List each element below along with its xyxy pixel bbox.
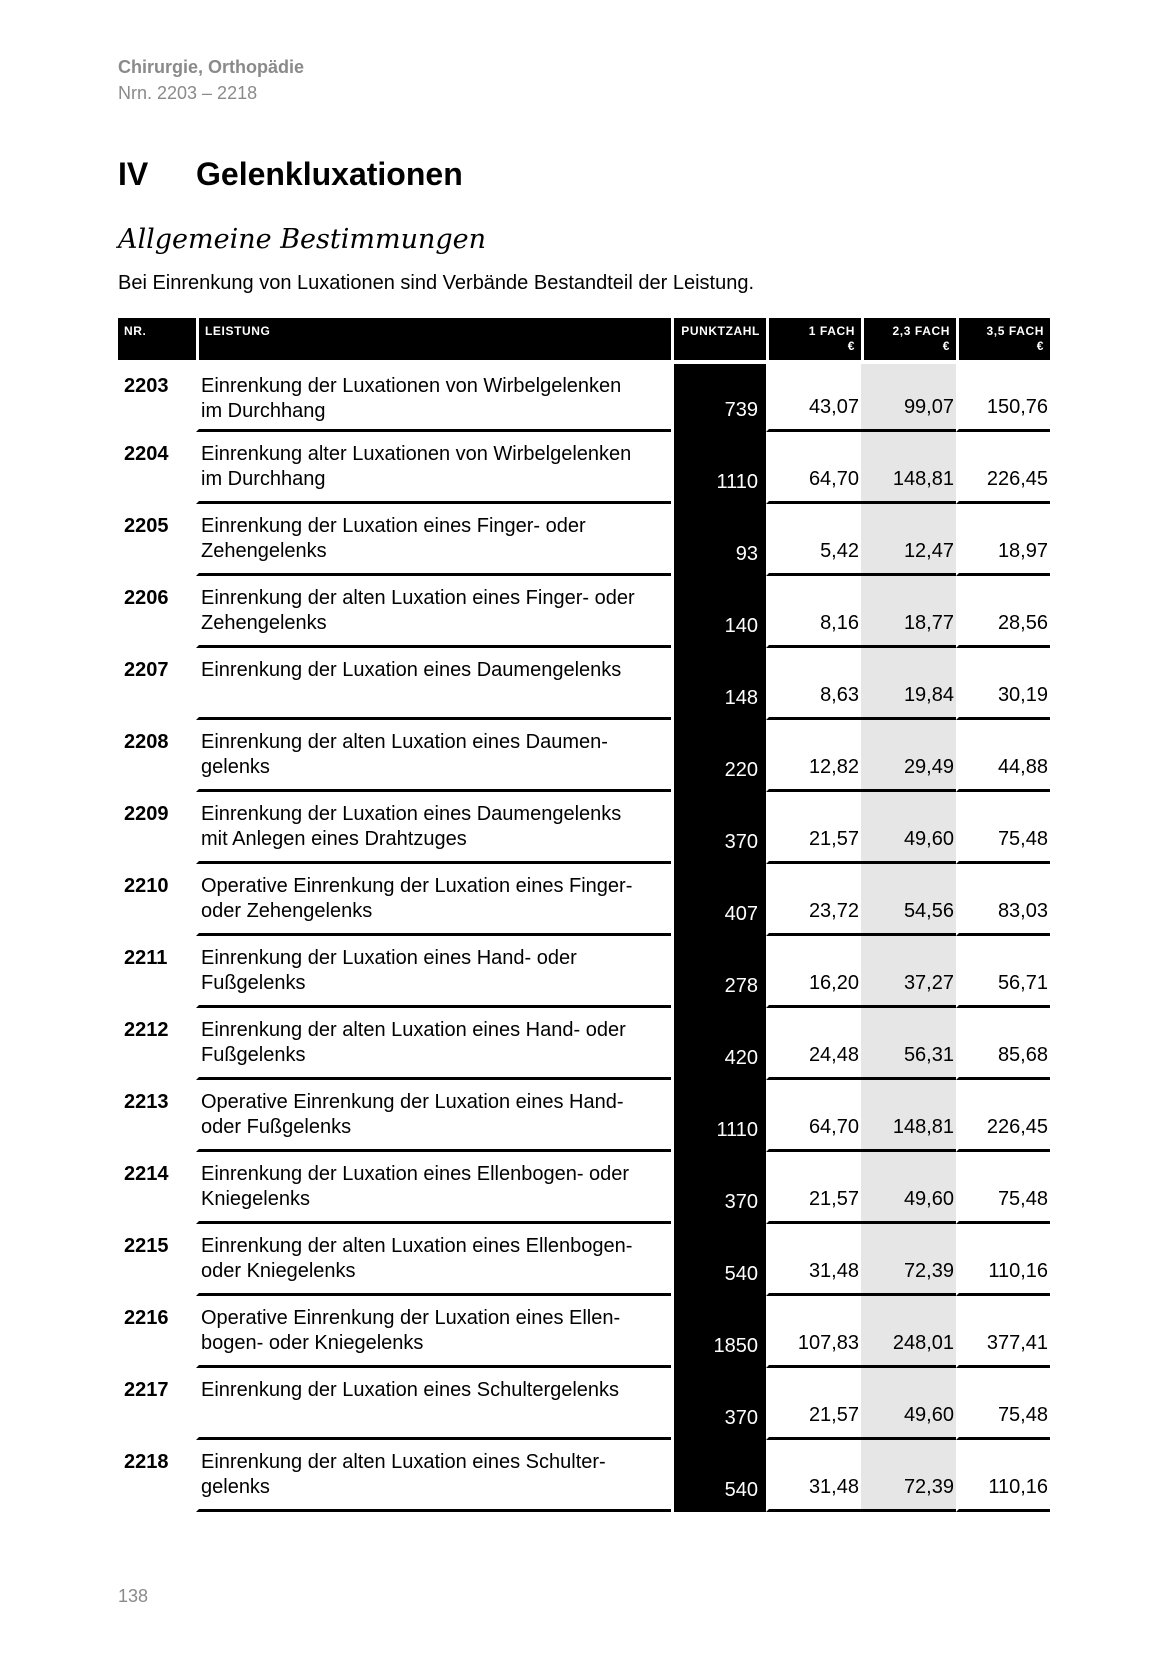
table-row [118, 360, 1050, 432]
row-leistung [196, 504, 671, 576]
row-punktzahl: 148 [671, 648, 766, 720]
row-fach-1: 5,42 [766, 504, 861, 576]
row-leistung [196, 864, 671, 936]
chapter-title: Gelenkluxationen [196, 156, 463, 192]
row-nr: 2212 [124, 1019, 169, 1041]
row-fach-1: 21,57 [766, 792, 861, 864]
row-nr: 2206 [124, 587, 169, 609]
row-fach-2-3: 148,81 [861, 1080, 956, 1152]
row-leistung [196, 1008, 671, 1080]
row-nr: 2216 [124, 1307, 169, 1329]
row-fach-1: 21,57 [766, 1368, 861, 1440]
intro-text: Bei Einrenkung von Luxationen sind Verbände Bestandteil der Leistung. [118, 272, 755, 294]
leistung-line: Einrenkung alter Luxationen von Wirbelgelenken [201, 443, 632, 465]
row-fach-2-3: 18,77 [861, 576, 956, 648]
leistung-line: Einrenkung der Luxation eines Ellenbogen- oder [201, 1163, 630, 1185]
header-fach-3-5 [956, 318, 1050, 360]
leistung-line: Einrenkung der Luxation eines Finger- oder [201, 515, 586, 537]
leistung-line: Zehengelenks [201, 540, 327, 562]
row-fach-1: 31,48 [766, 1440, 861, 1512]
leistung-line: gelenks [201, 756, 270, 778]
row-fach-1: 107,83 [766, 1296, 861, 1368]
row-nr: 2203 [118, 360, 196, 432]
leistung-line: Einrenkung der alten Luxation eines Hand- oder [201, 1019, 626, 1041]
row-fach-2-3: 148,81 [861, 432, 956, 504]
row-leistung [196, 1080, 671, 1152]
table-row [118, 504, 1050, 576]
leistung-line: im Durchhang [201, 400, 326, 422]
row-nr: 2214 [124, 1163, 169, 1185]
row-punktzahl: 370 [671, 1152, 766, 1224]
row-leistung [196, 792, 671, 864]
table-row [118, 1008, 1050, 1080]
row-nr: 2208 [124, 731, 169, 753]
leistung-line: oder Kniegelenks [201, 1260, 356, 1282]
table-row [118, 1296, 1050, 1368]
leistung-line: Einrenkung der Luxation eines Schultergelenks [201, 1379, 620, 1401]
chapter-number: IV [118, 156, 149, 192]
leistung-line: Einrenkung der alten Luxation eines Schulter- [201, 1451, 606, 1473]
row-fach-1: 12,82 [766, 720, 861, 792]
table-row [118, 1368, 1050, 1440]
running-head [118, 54, 304, 106]
row-punktzahl: 407 [671, 864, 766, 936]
header-nr: NR. [118, 318, 196, 360]
row-nr: 2211 [124, 947, 168, 969]
row-fach-3-5: 75,48 [956, 1152, 1050, 1224]
row-punktzahl: 93 [671, 504, 766, 576]
leistung-line: Einrenkung der alten Luxation eines Ellenbogen- [201, 1235, 633, 1257]
row-fach-2-3: 49,60 [861, 1368, 956, 1440]
row-leistung [196, 1224, 671, 1296]
row-fach-1: 43,07 [766, 360, 861, 432]
row-nr: 2213 [124, 1091, 169, 1113]
row-punktzahl: 540 [671, 1440, 766, 1512]
leistung-line: Einrenkung der alten Luxation eines Finger- oder [201, 587, 635, 609]
row-fach-3-5: 150,76 [956, 360, 1050, 432]
header-fach-2-3 [861, 318, 956, 360]
row-fach-1: 64,70 [766, 1080, 861, 1152]
leistung-line: oder Fußgelenks [201, 1116, 352, 1138]
row-fach-2-3: 12,47 [861, 504, 956, 576]
header-fach-2-3-label: 2,3 FACH [892, 324, 950, 338]
leistung-line: im Durchhang [201, 468, 326, 490]
table-row [118, 936, 1050, 1008]
table-row [118, 1080, 1050, 1152]
table-row [118, 1440, 1050, 1512]
row-punktzahl: 1110 [671, 1080, 766, 1152]
row-fach-3-5: 226,45 [956, 432, 1050, 504]
header-currency: € [1036, 339, 1044, 353]
row-nr: 2218 [124, 1451, 169, 1473]
row-fach-1: 31,48 [766, 1224, 861, 1296]
page-number: 138 [118, 1586, 149, 1606]
row-punktzahl: 1850 [671, 1296, 766, 1368]
row-fach-1: 21,57 [766, 1152, 861, 1224]
row-leistung [196, 1440, 671, 1512]
row-fach-3-5: 75,48 [956, 792, 1050, 864]
section-subheading: Allgemeine Bestimmungen [118, 224, 486, 255]
table-row [118, 648, 1050, 720]
leistung-line: Einrenkung der Luxation eines Daumengelenks [201, 803, 622, 825]
leistung-line: Einrenkung der Luxation eines Hand- oder [201, 947, 577, 969]
row-fach-2-3: 248,01 [861, 1296, 956, 1368]
row-leistung [196, 576, 671, 648]
row-punktzahl: 278 [671, 936, 766, 1008]
leistung-line: Kniegelenks [201, 1188, 310, 1210]
row-leistung [196, 360, 671, 432]
row-punktzahl: 540 [671, 1224, 766, 1296]
row-nr: 2205 [124, 515, 169, 537]
row-fach-1: 8,16 [766, 576, 861, 648]
row-leistung [196, 720, 671, 792]
leistung-line: Fußgelenks [201, 1044, 306, 1066]
row-fach-2-3: 49,60 [861, 1152, 956, 1224]
table-row [118, 864, 1050, 936]
row-fach-1: 24,48 [766, 1008, 861, 1080]
row-leistung [196, 936, 671, 1008]
row-nr: 2217 [124, 1379, 169, 1401]
row-fach-3-5: 226,45 [956, 1080, 1050, 1152]
leistung-line: Fußgelenks [201, 972, 306, 994]
row-leistung [196, 1152, 671, 1224]
row-fach-1: 23,72 [766, 864, 861, 936]
leistung-line: oder Zehengelenks [201, 900, 373, 922]
row-fach-3-5: 75,48 [956, 1368, 1050, 1440]
leistung-line: Operative Einrenkung der Luxation eines Finger- [201, 875, 633, 897]
row-fach-2-3: 49,60 [861, 792, 956, 864]
header-leistung: LEISTUNG [196, 318, 671, 360]
header-fach-1 [766, 318, 861, 360]
table-row [118, 432, 1050, 504]
row-fach-3-5: 30,19 [956, 648, 1050, 720]
row-fach-3-5: 85,68 [956, 1008, 1050, 1080]
row-punktzahl: 1110 [671, 432, 766, 504]
leistung-line: Operative Einrenkung der Luxation eines Ellen- [201, 1307, 621, 1329]
row-nr: 2204 [124, 443, 169, 465]
row-punktzahl: 220 [671, 720, 766, 792]
row-punktzahl: 739 [671, 360, 766, 432]
row-nr: 2210 [124, 875, 169, 897]
leistung-line: Einrenkung der Luxationen von Wirbelgelenken [201, 375, 622, 397]
row-punktzahl: 140 [671, 576, 766, 648]
table-row [118, 792, 1050, 864]
row-fach-1: 16,20 [766, 936, 861, 1008]
row-fach-1: 64,70 [766, 432, 861, 504]
header-punktzahl: PUNKTZAHL [671, 318, 766, 360]
row-nr: 2215 [124, 1235, 169, 1257]
row-nr: 2209 [124, 803, 169, 825]
leistung-line: mit Anlegen eines Drahtzuges [201, 828, 467, 850]
leistung-line: Operative Einrenkung der Luxation eines Hand- [201, 1091, 624, 1113]
table-row [118, 1152, 1050, 1224]
row-leistung [196, 648, 671, 720]
leistung-line: gelenks [201, 1476, 270, 1498]
row-leistung [196, 1368, 671, 1440]
row-fach-3-5: 377,41 [956, 1296, 1050, 1368]
header-currency: € [847, 339, 855, 353]
table-row [118, 576, 1050, 648]
table-row [118, 720, 1050, 792]
row-fach-2-3: 56,31 [861, 1008, 956, 1080]
running-head-section: Chirurgie, Orthopädie [118, 57, 305, 77]
row-fach-3-5: 110,16 [956, 1440, 1050, 1512]
fee-table [118, 318, 1050, 1512]
row-fach-2-3: 72,39 [861, 1440, 956, 1512]
row-leistung [196, 1296, 671, 1368]
row-punktzahl: 370 [671, 1368, 766, 1440]
row-fach-2-3: 19,84 [861, 648, 956, 720]
row-fach-3-5: 18,97 [956, 504, 1050, 576]
row-fach-2-3: 54,56 [861, 864, 956, 936]
row-leistung [196, 432, 671, 504]
header-fach-3-5-label: 3,5 FACH [986, 324, 1044, 338]
row-fach-3-5: 56,71 [956, 936, 1050, 1008]
row-punktzahl: 370 [671, 792, 766, 864]
leistung-line: bogen- oder Kniegelenks [201, 1332, 424, 1354]
row-punktzahl: 420 [671, 1008, 766, 1080]
row-fach-2-3: 72,39 [861, 1224, 956, 1296]
row-fach-3-5: 110,16 [956, 1224, 1050, 1296]
leistung-line: Einrenkung der alten Luxation eines Daumen- [201, 731, 608, 753]
row-fach-1: 8,63 [766, 648, 861, 720]
row-fach-3-5: 44,88 [956, 720, 1050, 792]
table-row [118, 1224, 1050, 1296]
running-head-range: Nrn. 2203 – 2218 [118, 83, 258, 103]
row-fach-2-3: 99,07 [861, 360, 956, 432]
header-currency: € [942, 339, 950, 353]
row-fach-2-3: 37,27 [861, 936, 956, 1008]
header-fach-1-label: 1 FACH [808, 324, 855, 338]
row-fach-3-5: 83,03 [956, 864, 1050, 936]
row-fach-2-3: 29,49 [861, 720, 956, 792]
table-header-row [118, 318, 1050, 360]
leistung-line: Zehengelenks [201, 612, 327, 634]
row-nr: 2207 [124, 659, 169, 681]
leistung-line: Einrenkung der Luxation eines Daumengelenks [201, 659, 622, 681]
row-fach-3-5: 28,56 [956, 576, 1050, 648]
